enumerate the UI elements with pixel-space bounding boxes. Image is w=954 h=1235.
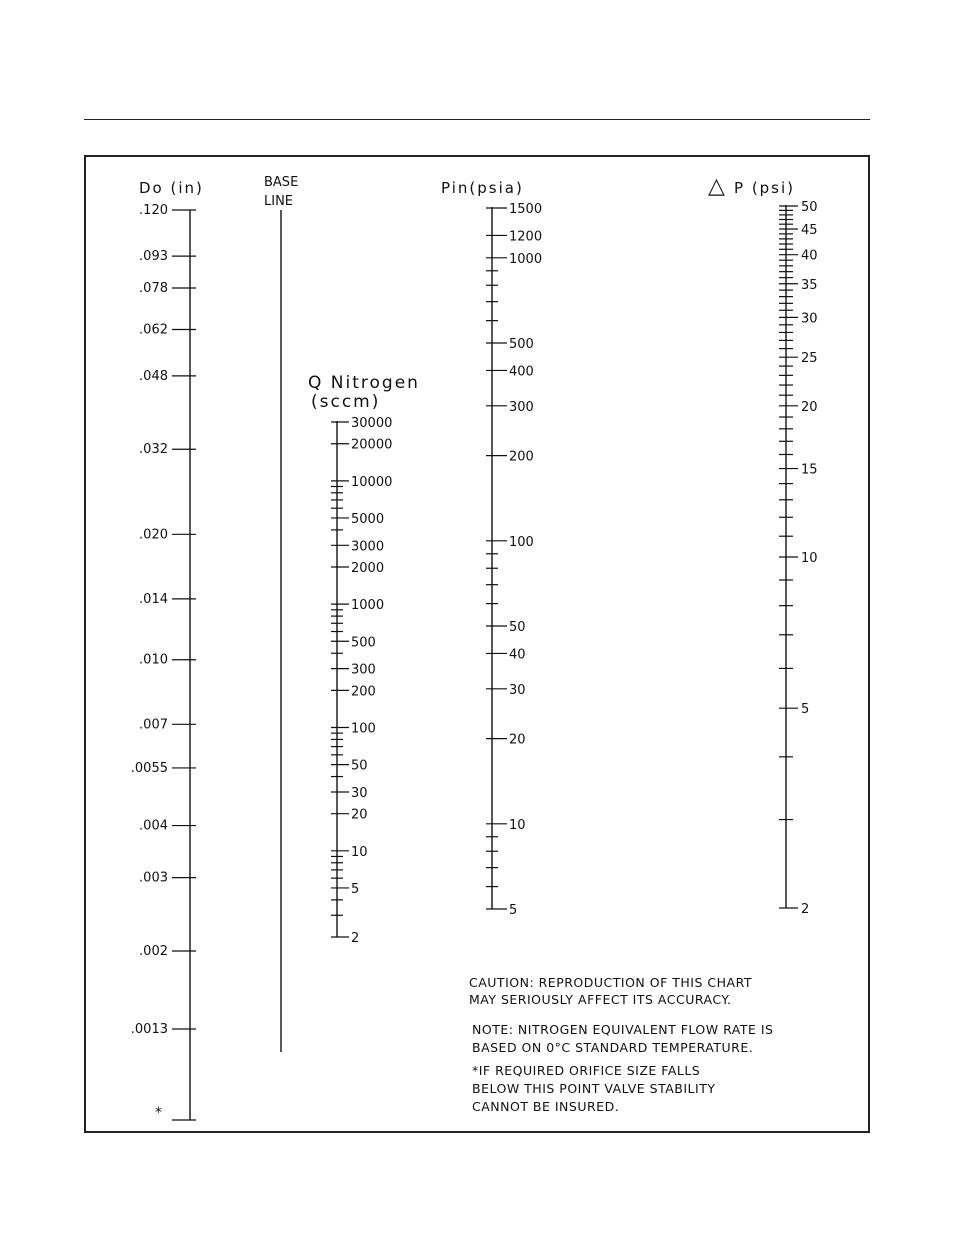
do-tick-label-10: .0055 <box>130 760 168 776</box>
pin-tick-label-9: 40 <box>509 647 526 663</box>
footnote-line-3: CANNOT BE INSURED. <box>472 1099 620 1114</box>
q-nitrogen-tick-label-0: 30000 <box>351 416 393 431</box>
q-nitrogen-tick-label-4: 3000 <box>351 539 385 555</box>
pin-scale-title: Pin(psia) <box>441 179 524 197</box>
do-tick-label-8: .010 <box>139 652 168 668</box>
do-ticks-group <box>131 203 196 1037</box>
pin-tick-label-4: 400 <box>509 364 534 380</box>
delta-icon: △ <box>708 174 725 199</box>
q-nitrogen-tick-label-13: 20 <box>351 807 368 823</box>
q-nitrogen-title-line2: (sccm) <box>311 392 381 412</box>
pin-tick-label-12: 10 <box>509 817 526 833</box>
do-tick-label-6: .020 <box>139 527 168 543</box>
do-tick-label-9: .007 <box>139 717 168 733</box>
delta-p-tick-label-0: 50 <box>801 200 818 215</box>
base-line-title-line1: BASE <box>264 175 299 190</box>
q-nitrogen-tick-label-1: 20000 <box>351 437 393 453</box>
delta-p-tick-label-5: 25 <box>801 351 818 367</box>
pin-tick-label-7: 100 <box>509 534 534 550</box>
do-tick-label-13: .002 <box>139 944 168 960</box>
q-nitrogen-tick-label-12: 30 <box>351 785 368 801</box>
q-nitrogen-tick-label-15: 5 <box>351 881 360 897</box>
delta-p-scale-title: P (psi) <box>734 179 796 197</box>
delta-p-tick-label-3: 35 <box>801 277 818 293</box>
pin-tick-label-13: 5 <box>509 903 518 918</box>
caution-line-2: MAY SERIOUSLY AFFECT ITS ACCURACY. <box>469 992 732 1007</box>
do-limit-marker: * <box>155 1105 162 1121</box>
delta-p-ticks-group <box>779 200 818 917</box>
q-nitrogen-tick-label-9: 200 <box>351 684 376 700</box>
pin-tick-label-6: 200 <box>509 449 534 465</box>
pin-tick-label-8: 50 <box>509 620 526 636</box>
q-nitrogen-ticks-group <box>331 416 392 946</box>
footnote-line-1: *IF REQUIRED ORIFICE SIZE FALLS <box>472 1063 701 1078</box>
pin-tick-label-3: 500 <box>509 337 534 353</box>
q-nitrogen-tick-label-16: 2 <box>351 931 360 946</box>
delta-p-tick-label-4: 30 <box>801 311 818 327</box>
pin-tick-label-0: 1500 <box>509 202 543 217</box>
pin-tick-label-10: 30 <box>509 682 526 698</box>
do-tick-label-1: .093 <box>139 249 168 265</box>
delta-p-tick-label-6: 20 <box>801 399 818 415</box>
pin-ticks-group <box>486 202 542 918</box>
delta-p-tick-label-8: 10 <box>801 551 818 566</box>
q-nitrogen-tick-label-5: 2000 <box>351 561 385 577</box>
q-nitrogen-title-line1: Q Nitrogen <box>308 373 420 393</box>
delta-p-tick-label-7: 15 <box>801 462 818 478</box>
pin-tick-label-5: 300 <box>509 399 534 415</box>
q-nitrogen-tick-label-2: 10000 <box>351 474 393 490</box>
footnote-line-2: BELOW THIS POINT VALVE STABILITY <box>472 1081 716 1096</box>
do-tick-label-7: .014 <box>139 591 168 607</box>
note-line-1: NOTE: NITROGEN EQUIVALENT FLOW RATE IS <box>472 1022 774 1037</box>
q-nitrogen-tick-label-8: 300 <box>351 662 376 678</box>
base-line-title-line2: LINE <box>264 194 294 209</box>
do-tick-label-12: .003 <box>139 870 168 886</box>
caution-line-1: CAUTION: REPRODUCTION OF THIS CHART <box>469 975 752 990</box>
do-tick-label-0: .120 <box>139 203 168 218</box>
q-nitrogen-tick-label-14: 10 <box>351 844 368 860</box>
delta-p-tick-label-2: 40 <box>801 248 818 264</box>
note-line-2: BASED ON 0°C STANDARD TEMPERATURE. <box>472 1040 754 1055</box>
do-tick-label-14: .0013 <box>130 1022 168 1037</box>
delta-p-tick-label-10: 2 <box>801 902 810 917</box>
pin-tick-label-11: 20 <box>509 732 526 748</box>
do-tick-label-11: .004 <box>139 818 168 834</box>
delta-p-tick-label-9: 5 <box>801 702 810 718</box>
pin-tick-label-2: 1000 <box>509 251 543 267</box>
q-nitrogen-tick-label-10: 100 <box>351 721 376 737</box>
do-scale-title: Do (in) <box>139 179 204 197</box>
pin-tick-label-1: 1200 <box>509 229 543 245</box>
do-tick-label-3: .062 <box>139 322 168 338</box>
do-tick-label-5: .032 <box>139 442 168 458</box>
q-nitrogen-tick-label-6: 1000 <box>351 598 385 614</box>
q-nitrogen-tick-label-7: 500 <box>351 635 376 651</box>
do-tick-label-4: .048 <box>139 368 168 384</box>
delta-p-tick-label-1: 45 <box>801 222 818 238</box>
q-nitrogen-tick-label-3: 5000 <box>351 511 385 527</box>
q-nitrogen-tick-label-11: 50 <box>351 758 368 774</box>
do-tick-label-2: .078 <box>139 280 168 296</box>
